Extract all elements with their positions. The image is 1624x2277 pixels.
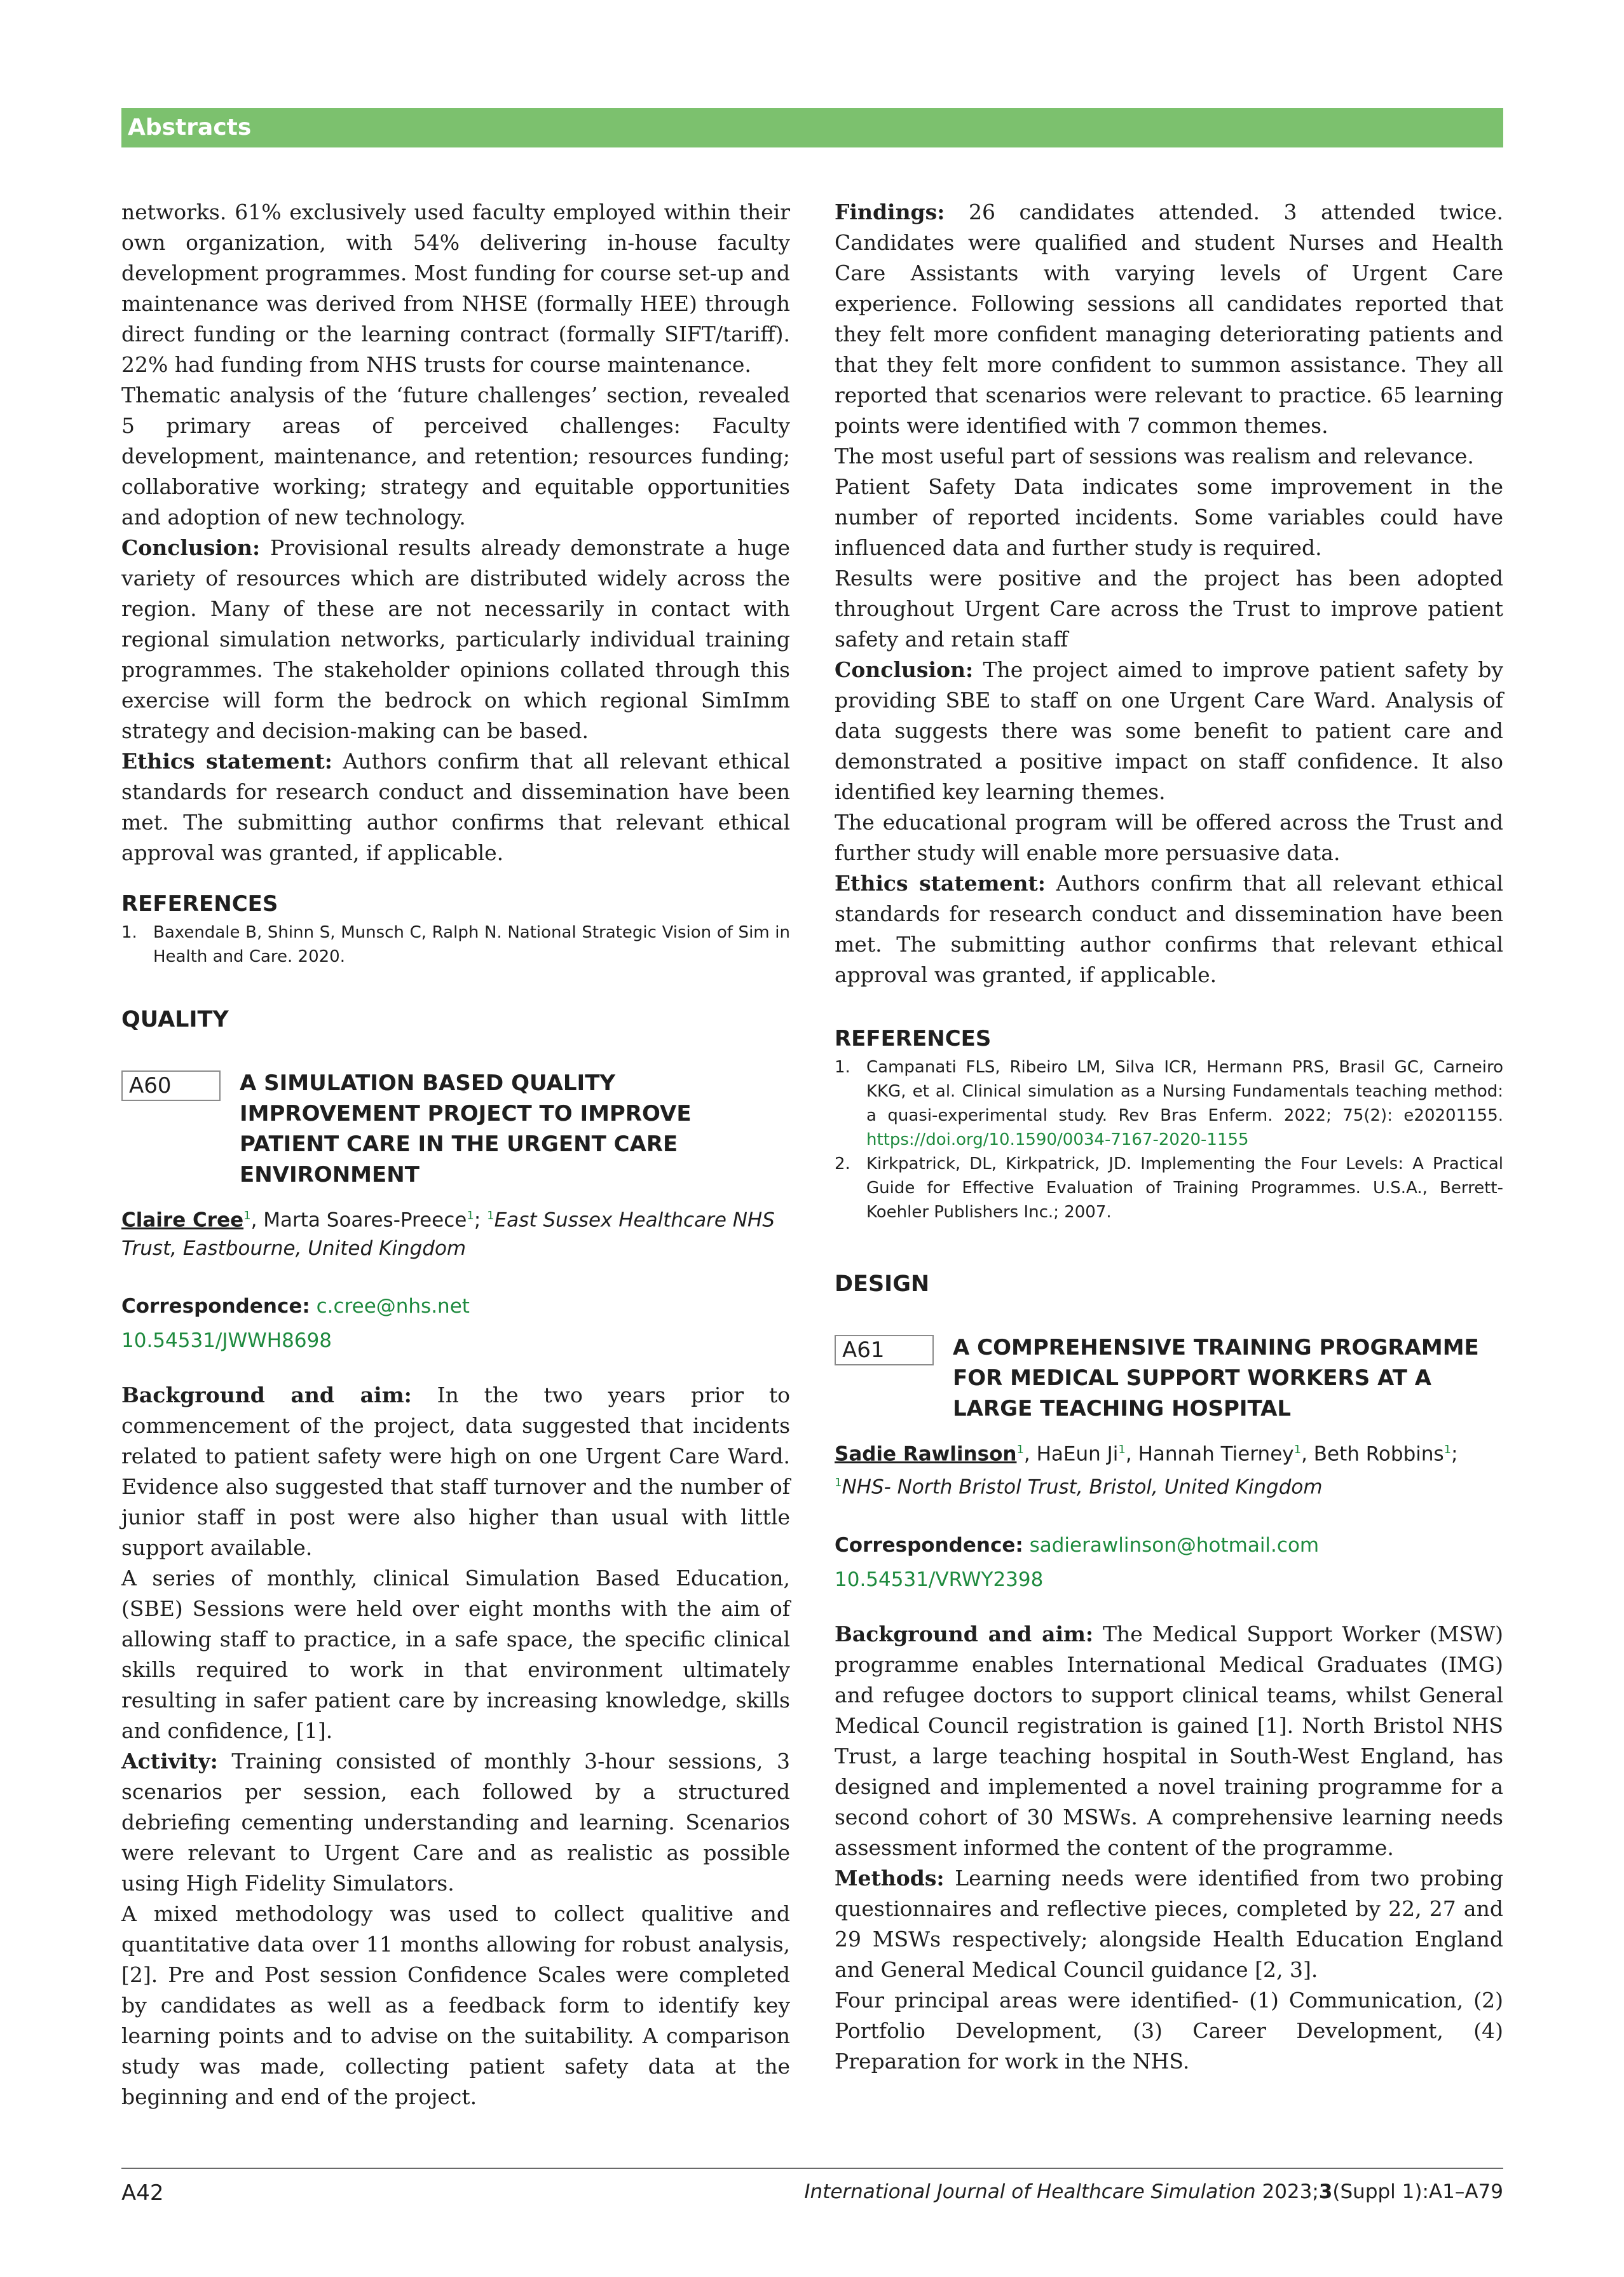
journal-year: 2023;	[1255, 2180, 1319, 2203]
activity-label: Activity:	[121, 1749, 218, 1774]
methods-text: Learning needs were identified from two probing questionnaires and reflective pieces, completed by 22, 27 and 29 MSWs respectively; alongside Health Education England and General Medical Council guidance [2, 3].	[835, 1865, 1503, 1982]
body-paragraph: The most useful part of sessions was realism and relevance.	[835, 444, 1474, 468]
abstract-header	[835, 1332, 1503, 1424]
reference-item	[835, 1055, 1503, 1152]
affiliation-marker: 1	[243, 1209, 251, 1222]
references-heading: REFERENCES	[121, 891, 278, 917]
reference-text: Baxendale B, Shinn S, Munsch C, Ralph N. National Strategic Vision of Sim in Health and Care. 2020.	[153, 923, 790, 966]
activity-paragraph	[121, 1746, 790, 1899]
separator: ;	[1451, 1442, 1458, 1466]
affiliation-marker: 1	[1293, 1443, 1302, 1456]
affiliation-marker: 1	[467, 1209, 474, 1222]
coauthor: , Beth Robbins	[1301, 1442, 1444, 1466]
findings-paragraph	[835, 197, 1503, 441]
conclusion-paragraph	[835, 655, 1503, 807]
body-paragraph: Patient Safety Data indicates some improvement in the number of reported incidents. Some variables could have influenced data and further study is required.	[835, 474, 1503, 560]
conclusion-text: Provisional results already demonstrate a huge variety of resources which are distributed widely across the region. Many of these are not necessarily in contact with regional simulation networks, particularly individual training programmes. The stakeholder opinions collated through this exercise will form the bedrock on which regional SimImm strategy and decision-making can be based.	[121, 535, 790, 743]
body-paragraph: Four principal areas were identified- (1) Communication, (2) Portfolio Development, (3) Career Development, (4) Preparation for work in the NHS.	[835, 1987, 1503, 2074]
reference-text: Campanati FLS, Ribeiro LM, Silva ICR, Hermann PRS, Brasil GC, Carneiro KKG, et al. Clinical simulation as a Nursing Fundamentals teaching method: a quasi-experimental study. Rev Bras Enferm. 2022; 75(2): e20201155.	[866, 1058, 1503, 1125]
background-paragraph	[121, 1380, 790, 1563]
reference-number: 1.	[835, 1058, 850, 1077]
right-column	[835, 197, 1503, 2077]
body-paragraph: networks. 61% exclusively used faculty employed within their own organization, with 54% delivering in-house faculty development programmes. Most funding for course set-up and maintenance was derived from NHSE (formally HEE) through direct funding or the learning contract (formally SIFT/tariff). 22% had funding from NHS trusts for course maintenance.	[121, 200, 790, 377]
reference-doi-link[interactable]: https://doi.org/10.1590/0034-7167-2020-1155	[866, 1130, 1249, 1149]
correspondence	[121, 1292, 790, 1320]
section-banner: Abstracts	[121, 108, 1503, 147]
body-paragraph: Results were positive and the project has been adopted throughout Urgent Care across the Trust to improve patient safety and retain staff	[835, 566, 1503, 652]
affiliation: NHS- North Bristol Trust, Bristol, United Kingdom	[842, 1475, 1323, 1499]
background-paragraph	[835, 1619, 1503, 1863]
body-paragraph: A series of monthly, clinical Simulation Based Education, (SBE) Sessions were held over eight months with the aim of allowing staff to practice, in a safe space, the specific clinical skills required to work in that environment ultimately resulting in safer patient care by increasing knowledge, skills and confidence, [1].	[121, 1566, 790, 1744]
background-text: The Medical Support Worker (MSW) programme enables International Medical Graduates (IMG) and refugee doctors to support clinical teams, whilst General Medical Council registration is gained [1]. North Bristol NHS Trust, a large teaching hospital in South-West England, has designed and implemented a novel training programme for a second cohort of 30 MSWs. A comprehensive learning needs assessment informed the content of the programme.	[835, 1621, 1503, 1860]
reference-number: 2.	[835, 1154, 850, 1173]
footer-divider	[121, 2168, 1503, 2169]
reference-text: Kirkpatrick, DL, Kirkpatrick, JD. Implementing the Four Levels: A Practical Guide for Effective Evaluation of Training Programmes. U.S.A., Berrett-Koehler Publishers Inc.; 2007.	[866, 1154, 1503, 1222]
ethics-paragraph	[121, 746, 790, 868]
reference-item	[835, 1152, 1503, 1224]
findings-label: Findings:	[835, 200, 945, 224]
affiliation-marker: 1	[1016, 1443, 1024, 1456]
correspondence-email-link[interactable]: c.cree@nhs.net	[316, 1295, 470, 1318]
separator: ;	[474, 1208, 488, 1232]
left-column	[121, 197, 790, 2112]
abstract-header	[121, 1068, 790, 1190]
journal-volume: 3	[1318, 2180, 1333, 2203]
references-heading: REFERENCES	[835, 1026, 992, 1051]
journal-issue: (Suppl 1):A1–A79	[1332, 2180, 1503, 2203]
conclusion-paragraph	[121, 533, 790, 746]
correspondence	[835, 1531, 1503, 1559]
page-number: A42	[121, 2180, 164, 2206]
doi-link[interactable]: 10.54531/JWWH8698	[121, 1329, 332, 1353]
background-text: In the two years prior to commencement of the project, data suggested that incidents related to patient safety were high on one Urgent Care Ward. Evidence also suggested that staff turnover and the number of junior staff in post were also higher than usual with little support available.	[121, 1383, 790, 1561]
ethics-text: Authors confirm that all relevant ethical standards for research conduct and dissemination have been met. The submitting author confirms that relevant ethical approval was granted, if applicable.	[121, 749, 791, 865]
reference-item	[121, 920, 790, 969]
methods-label: Methods:	[835, 1865, 945, 1891]
methods-paragraph	[835, 1863, 1503, 1985]
abstract-title: A COMPREHENSIVE TRAINING PROGRAMME FOR MEDICAL SUPPORT WORKERS AT A LARGE TEACHING HOSPITAL	[953, 1335, 1479, 1421]
ethics-paragraph	[835, 868, 1503, 990]
background-label: Background and aim:	[835, 1621, 1094, 1646]
presenting-author: Sadie Rawlinson	[835, 1442, 1017, 1466]
body-paragraph: The educational program will be offered across the Trust and further study will enable more persuasive data.	[835, 810, 1503, 865]
affiliation: East Sussex Healthcare NHS Trust, Eastbourne, United Kingdom	[121, 1208, 775, 1261]
body-paragraph: Thematic analysis of the ‘future challenges’ section, revealed 5 primary areas of perceived challenges: Faculty development, maintenance, and retention; resources funding; collaborative working; strategy and equitable opportunities and adoption of new technology.	[121, 383, 790, 530]
affiliation-marker: 1	[487, 1209, 495, 1222]
ethics-text: Authors confirm that all relevant ethical standards for research conduct and dissemination have been met. The submitting author confirms that relevant ethical approval was granted, if applicable.	[835, 871, 1504, 987]
correspondence-label: Correspondence:	[835, 1533, 1023, 1557]
abstract-title: A SIMULATION BASED QUALITY IMPROVEMENT PROJECT TO IMPROVE PATIENT CARE IN THE URGENT CARE ENVIRONMENT	[240, 1070, 692, 1187]
affiliation-marker: 1	[1118, 1443, 1126, 1456]
coauthors: , Marta Soares-Preece	[250, 1208, 467, 1232]
conclusion-label: Conclusion:	[835, 657, 974, 682]
correspondence-label: Correspondence:	[121, 1295, 310, 1318]
author-line	[835, 1435, 1503, 1502]
affiliation-marker: 1	[1443, 1443, 1452, 1456]
background-label: Background and aim:	[121, 1383, 412, 1408]
author-line	[121, 1201, 790, 1263]
activity-text: Training consisted of monthly 3-hour sessions, 3 scenarios per session, each followed by a structured debriefing cementing understanding and learning. Scenarios were relevant to Urgent Care and as realistic as possible using High Fidelity Simulators.	[121, 1749, 790, 1896]
presenting-author: Claire Cree	[121, 1208, 244, 1232]
journal-citation	[804, 2180, 1503, 2203]
ethics-label: Ethics statement:	[835, 871, 1046, 896]
references-list	[835, 1055, 1503, 1224]
doi-link[interactable]: 10.54531/VRWY2398	[835, 1568, 1044, 1591]
coauthor: , Hannah Tierney	[1125, 1442, 1294, 1466]
conclusion-text: The project aimed to improve patient safety by providing SBE to staff on one Urgent Care Ward. Analysis of data suggests there was some benefit to patient care and demonstrated a positive impact on staff confidence. It also identified key learning themes.	[835, 657, 1503, 804]
section-heading: DESIGN	[835, 1271, 930, 1297]
section-heading: QUALITY	[121, 1007, 229, 1032]
abstract-id: A61	[835, 1335, 934, 1365]
coauthor: , HaEun Ji	[1023, 1442, 1119, 1466]
reference-number: 1.	[121, 923, 137, 942]
body-paragraph: A mixed methodology was used to collect qualitive and quantitative data over 11 months allowing for robust analysis, [2]. Pre and Post session Confidence Scales were completed by candidates as well as a feedback form to identify key learning points and to advise on the suitability. A comparison study was made, collecting patient safety data at the beginning and end of the project.	[121, 1901, 790, 2110]
ethics-label: Ethics statement:	[121, 749, 332, 774]
affiliation-marker: 1	[835, 1476, 842, 1490]
abstract-id: A60	[121, 1070, 221, 1101]
journal-name: International Journal of Healthcare Simulation	[804, 2180, 1256, 2203]
conclusion-label: Conclusion:	[121, 535, 261, 560]
references-list	[121, 920, 790, 969]
correspondence-email-link[interactable]: sadierawlinson@hotmail.com	[1029, 1533, 1320, 1557]
findings-text: 26 candidates attended. 3 attended twice. Candidates were qualified and student Nurses and Health Care Assistants with varying levels of Urgent Care experience. Following sessions all candidates reported that they felt more confident managing deteriorating patients and that they felt more confident to summon assistance. They all reported that scenarios were relevant to practice. 65 learning points were identified with 7 common themes.	[835, 200, 1503, 438]
